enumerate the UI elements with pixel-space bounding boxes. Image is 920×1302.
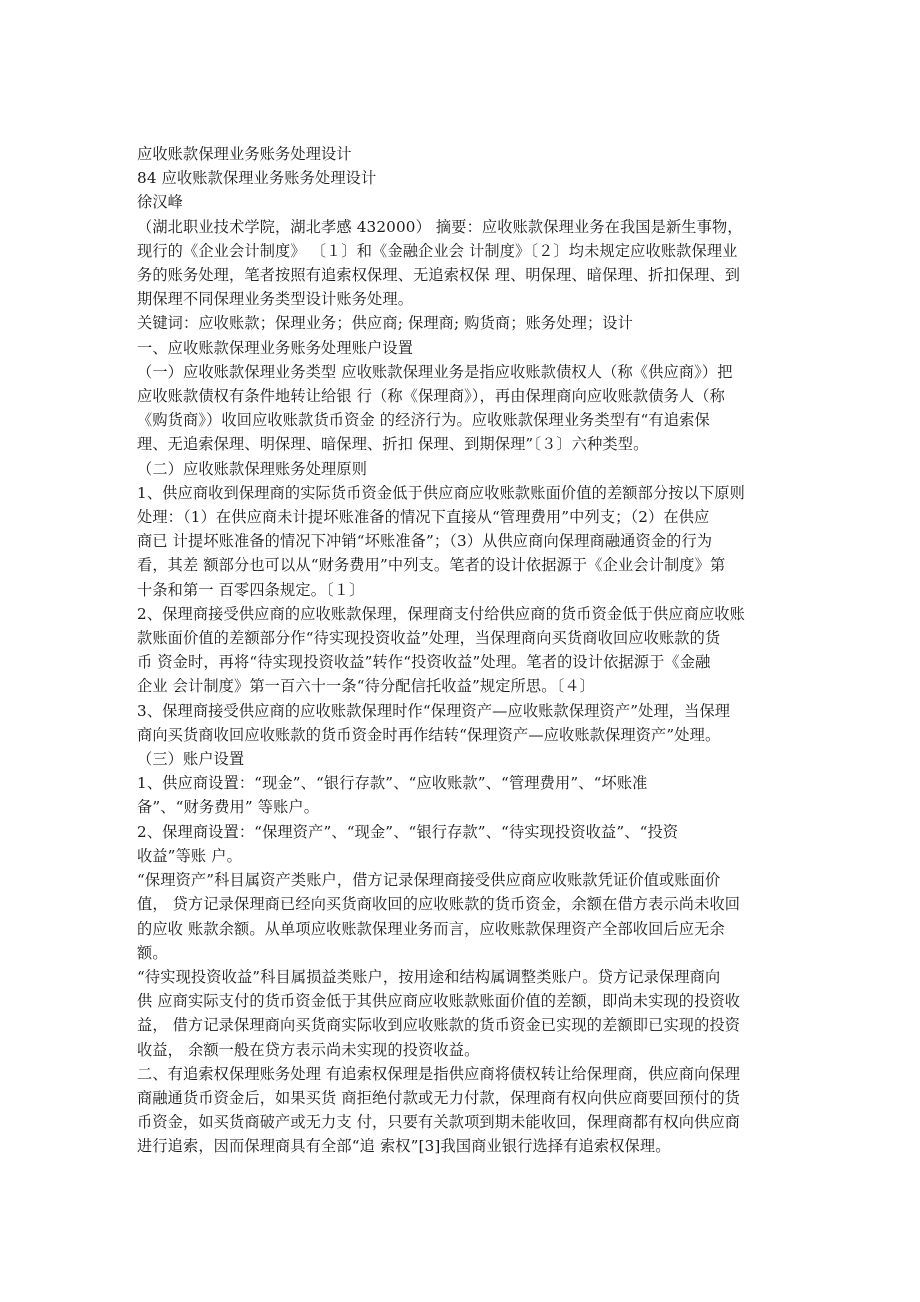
body-line: 1、供应商收到保理商的实际货币资金低于供应商应收账款账面价值的差额部分按以下原则	[137, 483, 745, 502]
body-line: 收益， 余额一般在贷方表示尚未实现的投资收益。	[137, 1040, 480, 1059]
body-line: 值， 贷方记录保理商已经向买货商收回的应收账款的货币资金，余额在借方表示尚未收回	[137, 895, 741, 914]
section-heading: 二、有追索权保理账务处理 有追索权保理是指供应商将债权转让给保理商，供应商向保理	[137, 1064, 741, 1083]
subsection-heading: （三）账户设置	[137, 750, 245, 769]
body-line: 1、供应商设置：“现金”、“银行存款”、“应收账款”、“管理费用”、“坏账准	[137, 774, 648, 793]
body-line: 看，其差 额部分也可以从“财务费用”中列支。笔者的设计依据源于《企业会计制度》第	[137, 556, 726, 575]
abstract-line: 现行的《企业会计制度》 〔１〕和《金融企业会 计制度》〔２〕均未规定应收账款保理业	[137, 241, 738, 260]
body-line: 商向买货商收回应收账款的货币资金时再作结转“保理资产—应收账款保理资产”处理。	[137, 725, 721, 744]
body-line: 处理：（1）在供应商未计提坏账准备的情况下直接从“管理费用”中列支；（2）在供应	[137, 508, 710, 527]
document-subtitle: 84 应收账款保理业务账务处理设计	[137, 169, 377, 188]
body-line: 十条和第一 百零四条规定。〔１〕	[137, 580, 365, 599]
section-heading: 一、应收账款保理业务账务处理账户设置	[137, 338, 414, 357]
body-line: 《购货商》）收回应收账款货币资金 的经济行为。应收账款保理业务类型有“有追索保	[137, 411, 710, 430]
author-name: 徐汉峰	[137, 193, 184, 212]
body-line: “待实现投资收益”科目属损益类账户，按用途和结构属调整类账户。贷方记录保理商向	[137, 967, 721, 986]
body-line: “保理资产”科目属资产类账户，借方记录保理商接受供应商应收账款凭证价值或账面价	[137, 871, 721, 890]
body-line: 2、保理商设置：“保理资产”、“现金”、“银行存款”、“待实现投资收益”、“投资	[137, 822, 679, 841]
body-line: 币资金，如买货商破产或无力支 付，只要有关款项到期未能收回，保理商都有权向供应商	[137, 1113, 741, 1132]
body-line: 3、保理商接受供应商的应收账款保理时作“保理资产—应收账款保理资产”处理，当保理	[137, 701, 731, 720]
body-line: 币 资金时，再将“待实现投资收益”转作“投资收益”处理。笔者的设计依据源于《金融	[137, 653, 711, 672]
body-line: 益， 借方记录保理商向买货商实际收到应收账款的货币资金已实现的差额即已实现的投资	[137, 1016, 741, 1035]
body-line: 备”、“财务费用” 等账户。	[137, 798, 320, 817]
body-line: 款账面价值的差额部分作“待实现投资收益”处理，当保理商向买货商收回应收账款的货	[137, 629, 721, 648]
abstract-line: 务的账务处理，笔者按照有追索权保理、无追索权保 理、明保理、暗保理、折扣保理、到	[137, 266, 741, 285]
body-line: 商融通货币资金后，如果买货 商拒绝付款或无力付款，保理商有权向供应商要回预付的货	[137, 1088, 741, 1107]
body-line: 的应收 账款余额。从单项应收账款保理业务而言，应收账款保理资产全部收回后应无余	[137, 919, 725, 938]
document-page	[137, 142, 789, 1159]
body-line: 供 应商实际支付的货币资金低于其供应商应收账款账面价值的差额，即尚未实现的投资收	[137, 992, 741, 1011]
document-title: 应收账款保理业务账务处理设计	[137, 145, 352, 163]
abstract-line: 期保理不同保理业务类型设计账务处理。	[137, 290, 414, 309]
body-line: 收益”等账 户。	[137, 846, 242, 865]
body-line: 理、无追索保理、明保理、暗保理、折扣 保理、到期保理”〔３〕六种类型。	[137, 435, 649, 454]
body-line: 应收账款债权有条件地转让给银 行（称《保理商》），再由保理商向应收账款债务人（称	[137, 387, 725, 406]
body-line: 2、保理商接受供应商的应收账款保理，保理商支付给供应商的货币资金低于供应商应收账	[137, 604, 745, 623]
body-line: 企业 会计制度》第一百六十一条“待分配信托收益”规定所思。〔４〕	[137, 677, 595, 696]
abstract-line: （湖北职业技术学院，湖北孝感 432000） 摘要：应收账款保理业务在我国是新生事物，	[137, 217, 743, 236]
body-line: 进行追索，因而保理商具有全部“追 索权”[3]我国商业银行选择有追索权保理。	[137, 1137, 671, 1156]
subsection-heading: （二）应收账款保理账务处理原则	[137, 459, 368, 478]
body-line: （一）应收账款保理业务类型 应收账款保理业务是指应收账款债权人（称《供应商》）把	[137, 362, 733, 381]
body-line: 商已 计提坏账准备的情况下冲销“坏账准备”；（3）从供应商向保理商融通资金的行为	[137, 532, 713, 551]
keywords-line: 关键词：应收账款；保理业务；供应商; 保理商; 购货商；账务处理；设计	[137, 314, 633, 333]
body-line: 额。	[137, 943, 168, 962]
